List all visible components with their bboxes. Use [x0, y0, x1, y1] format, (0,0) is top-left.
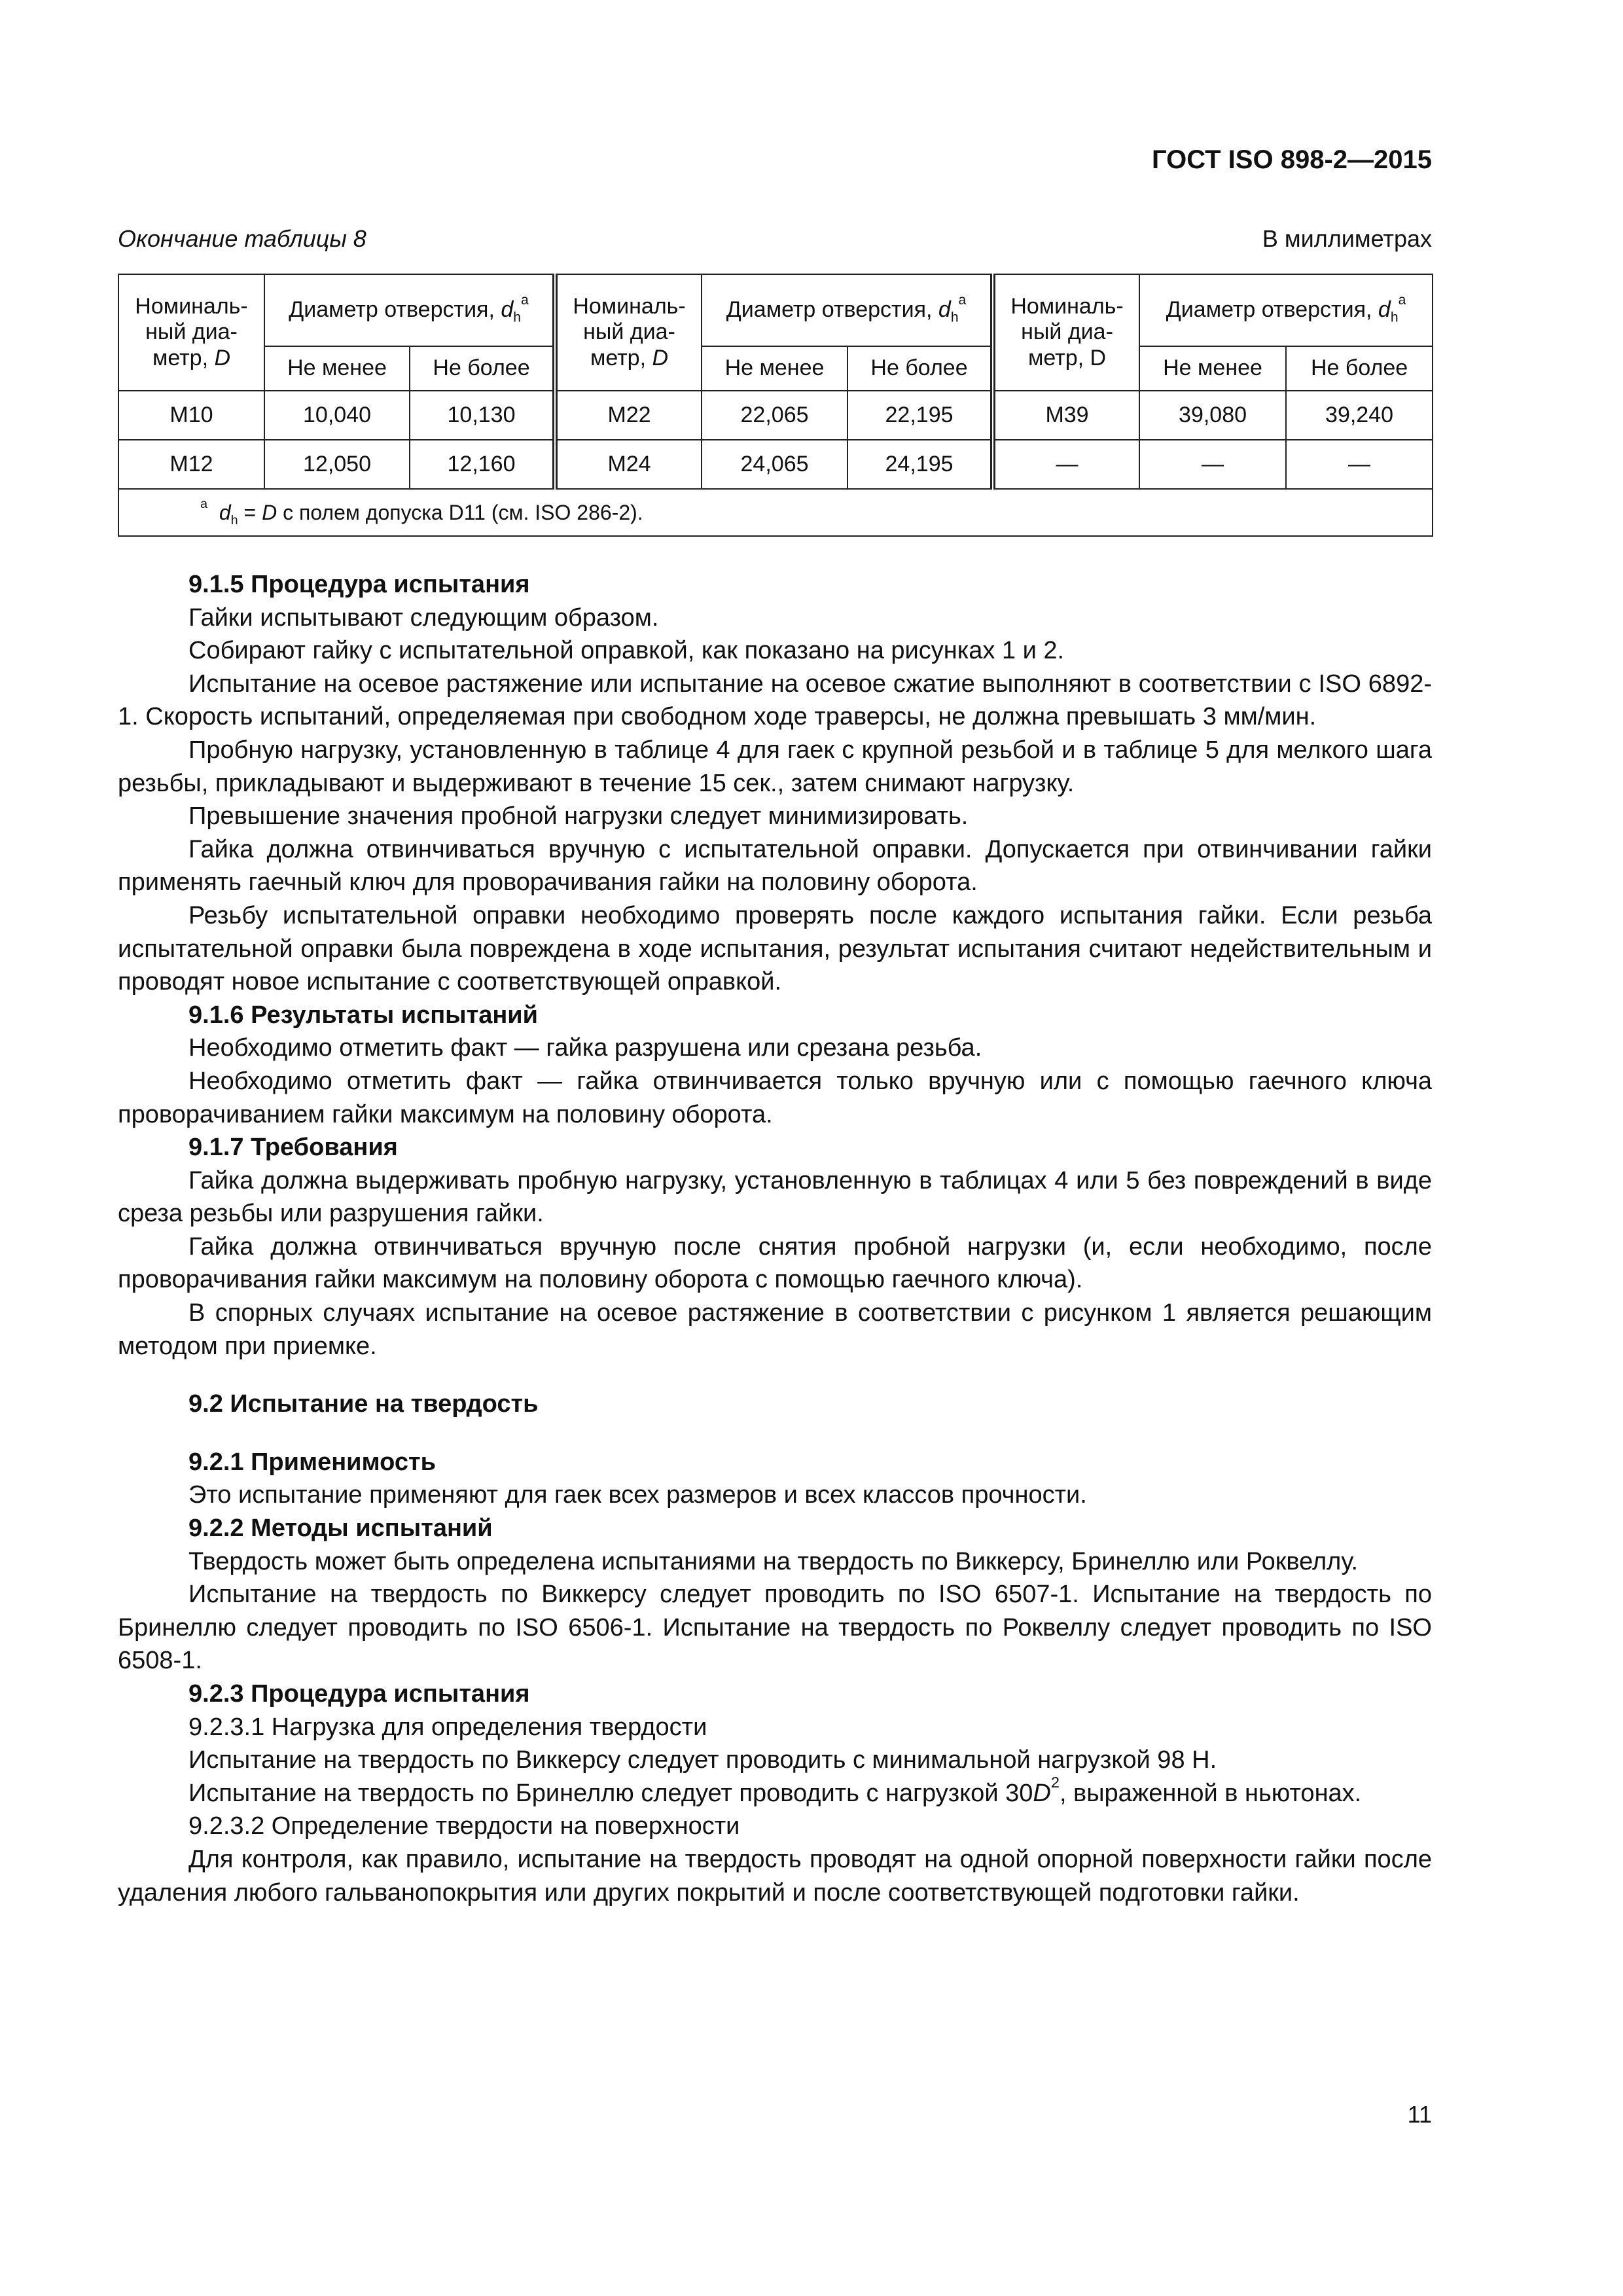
- section-heading: 9.1.6 Результаты испытаний: [188, 1001, 539, 1029]
- table-cell: 12,050: [264, 440, 410, 489]
- section-heading: 9.2.2 Методы испытаний: [188, 1515, 493, 1543]
- table-cell: —: [993, 440, 1139, 489]
- paragraph: Необходимо отметить факт — гайка отвинчивается только вручную или с помощью гаечного ключа проворачиванием гайки максимум на половину оборота.: [118, 1067, 1432, 1128]
- col-header-nominal: Номиналь-ный диа-метр, D: [118, 274, 264, 391]
- table-footnote: $^a$ $d_h = D$ с полем допуска D11 (см. ISO 286-2).: [118, 489, 1433, 536]
- subsection-heading: 9.2.3.1 Нагрузка для определения твердости: [188, 1713, 707, 1741]
- col-header-min: Не менее: [264, 346, 410, 391]
- table-cell: 22,065: [702, 391, 847, 440]
- section-heading: 9.2.1 Применимость: [188, 1448, 436, 1476]
- table-row: [118, 440, 1433, 489]
- paragraph: Необходимо отметить факт — гайка разрушена или срезана резьба.: [188, 1034, 982, 1062]
- paragraph: Испытание на твердость по Виккерсу следует проводить с минимальной нагрузкой 98 Н.: [188, 1746, 1217, 1774]
- col-header-diameter: Диаметр отверстия, $d_h^a$: [702, 274, 993, 346]
- table-cell: 10,130: [410, 391, 555, 440]
- paragraph: Пробную нагрузку, установленную в таблице 4 для гаек с крупной резьбой и в таблице 5 для мелкого шага резьбы, прикладывают и выдерживают в течение 15 сек., затем снимают нагрузку.: [118, 736, 1432, 797]
- table-cell: M24: [555, 440, 702, 489]
- paragraph: Это испытание применяют для гаек всех размеров и всех классов прочности.: [188, 1481, 1087, 1509]
- col-header-min: Не менее: [702, 346, 847, 391]
- table-cell: 39,240: [1286, 391, 1433, 440]
- col-header-nominal: Номиналь-ный диа-метр, D: [993, 274, 1139, 391]
- section-heading: 9.1.5 Процедура испытания: [188, 571, 530, 598]
- table-cell: M12: [118, 440, 264, 489]
- table-cell: 39,080: [1139, 391, 1286, 440]
- subsection-heading: 9.2.3.2 Определение твердости на поверхности: [188, 1812, 740, 1840]
- paragraph: Твердость может быть определена испытаниями на твердость по Виккерсу, Бринеллю или Роквеллу.: [188, 1547, 1359, 1575]
- paragraph: Испытание на осевое растяжение или испытание на осевое сжатие выполняют в соответствии с ISO 6892-1. Скорость испытаний, определяемая при свободном ходе траверсы, не должна превышать 3 мм/мин.: [118, 670, 1432, 731]
- hole-diameter-table: [118, 274, 1433, 537]
- table-cell: 22,195: [847, 391, 993, 440]
- col-header-max: Не более: [410, 346, 555, 391]
- table-units: В миллиметрах: [1262, 225, 1432, 252]
- table-cell: 12,160: [410, 440, 555, 489]
- table-cell: 24,195: [847, 440, 993, 489]
- col-header-diameter: Диаметр отверстия, $d_h^a$: [264, 274, 555, 346]
- col-header-max: Не более: [847, 346, 993, 391]
- section-heading: 9.2.3 Процедура испытания: [188, 1680, 530, 1708]
- section-heading: 9.2 Испытание на твердость: [188, 1390, 539, 1418]
- table-cell: M10: [118, 391, 264, 440]
- table-cell: —: [1139, 440, 1286, 489]
- paragraph: Гайка должна выдерживать пробную нагрузку, установленную в таблицах 4 или 5 без повреждений в виде среза резьбы или разрушения гайки.: [118, 1166, 1432, 1228]
- paragraph: Собирают гайку с испытательной оправкой, как показано на рисунках 1 и 2.: [188, 637, 1065, 665]
- paragraph: В спорных случаях испытание на осевое растяжение в соответствии с рисунком 1 является решающим методом при приемке.: [118, 1299, 1432, 1360]
- paragraph: Гайка должна отвинчиваться вручную с испытательной оправки. Допускается при отвинчивании гайки применять гаечный ключ для проворачивания гайки на половину оборота.: [118, 835, 1432, 897]
- section-heading: 9.1.7 Требования: [188, 1134, 398, 1162]
- paragraph: Для контроля, как правило, испытание на твердость проводят на одной опорной поверхности гайки после удаления любого гальванопокрытия или других покрытий и после соответствующей подготовки гайки.: [118, 1845, 1432, 1907]
- paragraph: Превышение значения пробной нагрузки следует минимизировать.: [188, 802, 969, 831]
- table-cell: M39: [993, 391, 1139, 440]
- paragraph: Резьбу испытательной оправки необходимо проверять после каждого испытания гайки. Если резьба испытательной оправки была повреждена в ходе испытания, результат испытания считают недействительным и проводят новое испытание с соответствующей оправкой.: [118, 901, 1432, 996]
- body-text: [118, 568, 1432, 1909]
- table-cell: 10,040: [264, 391, 410, 440]
- table-caption: Окончание таблицы 8: [118, 225, 366, 252]
- col-header-nominal: Номиналь-ный диа-метр, D: [555, 274, 702, 391]
- paragraph: Гайка должна отвинчиваться вручную после снятия пробной нагрузки (и, если необходимо, после проворачивания гайки максимум на половину оборота с помощью гаечного ключа).: [118, 1232, 1432, 1294]
- standard-designation: ГОСТ ISO 898-2—2015: [1151, 145, 1432, 174]
- col-header-max: Не более: [1286, 346, 1433, 391]
- col-header-diameter: Диаметр отверстия, $d_h^a$: [1139, 274, 1433, 346]
- table-cell: 24,065: [702, 440, 847, 489]
- col-header-min: Не менее: [1139, 346, 1286, 391]
- paragraph: Гайки испытывают следующим образом.: [188, 603, 659, 632]
- table-cell: —: [1286, 440, 1433, 489]
- table-cell: M22: [555, 391, 702, 440]
- paragraph: Испытание на твердость по Бринеллю следует проводить с нагрузкой $30D^2$, выраженной в ньютонах.: [188, 1773, 1362, 1807]
- page-number: 11: [1407, 2101, 1432, 2128]
- paragraph: Испытание на твердость по Виккерсу следует проводить по ISO 6507-1. Испытание на твердость по Бринеллю следует проводить по ISO 6506-1. Испытание на твердость по Роквеллу следует проводить по ISO 6508-1.: [118, 1581, 1432, 1675]
- table-row: [118, 391, 1433, 440]
